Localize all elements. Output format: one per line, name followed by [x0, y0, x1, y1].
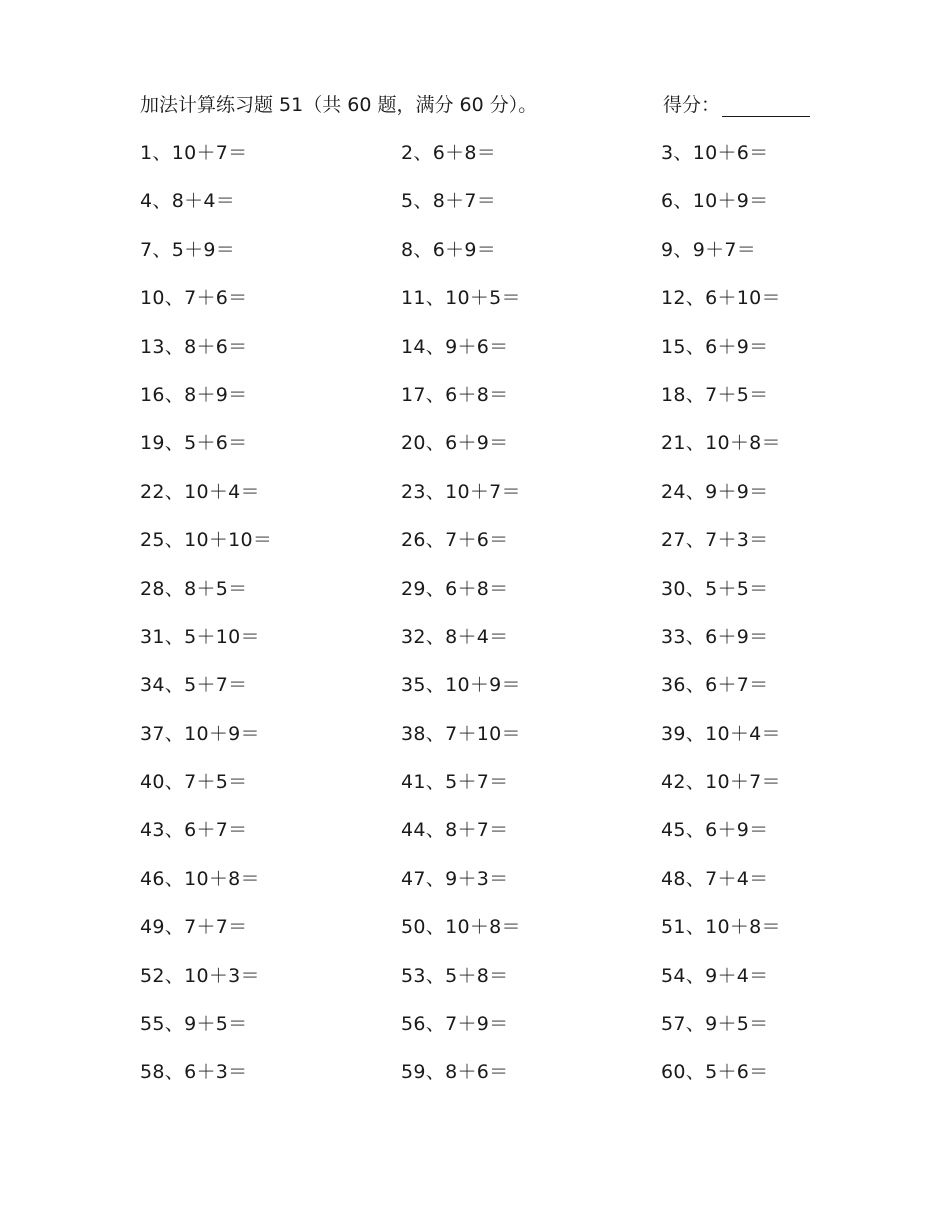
- problem-row: [140, 961, 830, 1009]
- problem-item: 47、9＋3＝: [401, 867, 509, 890]
- problem-row: [140, 1057, 830, 1105]
- problem-item: 13、8＋6＝: [140, 335, 248, 358]
- problem-item: 38、7＋10＝: [401, 722, 521, 745]
- problem-item: 50、10＋8＝: [401, 916, 521, 939]
- problem-row: [140, 477, 830, 525]
- problem-item: 29、6＋8＝: [401, 577, 509, 600]
- problem-item: 9、9＋7＝: [661, 238, 757, 261]
- problem-item: 48、7＋4＝: [661, 867, 769, 890]
- problem-item: 42、10＋7＝: [661, 771, 781, 794]
- problem-item: 36、6＋7＝: [661, 674, 769, 697]
- problem-item: 28、8＋5＝: [140, 577, 248, 600]
- problem-row: [140, 186, 830, 234]
- problem-item: 56、7＋9＝: [401, 1013, 509, 1036]
- problem-row: [140, 1009, 830, 1057]
- problem-row: [140, 428, 830, 476]
- problem-item: 55、9＋5＝: [140, 1013, 248, 1036]
- problem-item: 7、5＋9＝: [140, 238, 236, 261]
- problem-grid: [140, 138, 830, 1106]
- problem-item: 22、10＋4＝: [140, 480, 260, 503]
- problem-item: 14、9＋6＝: [401, 335, 509, 358]
- worksheet-title: 加法计算练习题 51（共 60 题，满分 60 分）。: [140, 94, 538, 116]
- problem-row: [140, 864, 830, 912]
- problem-item: 18、7＋5＝: [661, 383, 769, 406]
- problem-row: [140, 815, 830, 863]
- score-label: 得分：: [663, 94, 721, 116]
- problem-item: 59、8＋6＝: [401, 1061, 509, 1084]
- problem-item: 5、8＋7＝: [401, 190, 497, 213]
- problem-item: 60、5＋6＝: [661, 1061, 769, 1084]
- problem-item: 20、6＋9＝: [401, 432, 509, 455]
- problem-item: 1、10＋7＝: [140, 142, 248, 164]
- problem-item: 51、10＋8＝: [661, 916, 781, 939]
- problem-item: 45、6＋9＝: [661, 819, 769, 842]
- problem-row: [140, 670, 830, 718]
- problem-item: 52、10＋3＝: [140, 964, 260, 987]
- problem-row: [140, 332, 830, 380]
- problem-item: 57、9＋5＝: [661, 1013, 769, 1036]
- problem-item: 54、9＋4＝: [661, 964, 769, 987]
- problem-item: 4、8＋4＝: [140, 190, 236, 213]
- problem-item: 21、10＋8＝: [661, 432, 781, 455]
- problem-item: 31、5＋10＝: [140, 625, 260, 648]
- problem-item: 2、6＋8＝: [401, 142, 497, 164]
- worksheet-header: [140, 90, 830, 120]
- problem-item: 35、10＋9＝: [401, 674, 521, 697]
- problem-item: 44、8＋7＝: [401, 819, 509, 842]
- score-field: [663, 90, 810, 117]
- score-blank-line[interactable]: [722, 96, 810, 117]
- problem-row: [140, 138, 830, 186]
- problem-row: [140, 719, 830, 767]
- problem-item: 26、7＋6＝: [401, 529, 509, 552]
- problem-row: [140, 380, 830, 428]
- problem-row: [140, 235, 830, 283]
- problem-item: 43、6＋7＝: [140, 819, 248, 842]
- problem-item: 40、7＋5＝: [140, 771, 248, 794]
- problem-item: 3、10＋6＝: [661, 142, 769, 164]
- problem-row: [140, 283, 830, 331]
- problem-item: 32、8＋4＝: [401, 625, 509, 648]
- problem-item: 17、6＋8＝: [401, 383, 509, 406]
- problem-item: 58、6＋3＝: [140, 1061, 248, 1084]
- problem-item: 49、7＋7＝: [140, 916, 248, 939]
- problem-item: 27、7＋3＝: [661, 529, 769, 552]
- problem-item: 39、10＋4＝: [661, 722, 781, 745]
- problem-item: 46、10＋8＝: [140, 867, 260, 890]
- problem-item: 11、10＋5＝: [401, 287, 521, 310]
- problem-item: 8、6＋9＝: [401, 238, 497, 261]
- problem-item: 6、10＋9＝: [661, 190, 769, 213]
- problem-item: 33、6＋9＝: [661, 625, 769, 648]
- problem-row: [140, 767, 830, 815]
- problem-item: 37、10＋9＝: [140, 722, 260, 745]
- problem-item: 23、10＋7＝: [401, 480, 521, 503]
- problem-item: 34、5＋7＝: [140, 674, 248, 697]
- problem-row: [140, 912, 830, 960]
- problem-item: 53、5＋8＝: [401, 964, 509, 987]
- problem-row: [140, 622, 830, 670]
- problem-item: 10、7＋6＝: [140, 287, 248, 310]
- problem-item: 19、5＋6＝: [140, 432, 248, 455]
- problem-row: [140, 574, 830, 622]
- problem-item: 24、9＋9＝: [661, 480, 769, 503]
- problem-item: 12、6＋10＝: [661, 287, 781, 310]
- problem-row: [140, 525, 830, 573]
- problem-item: 25、10＋10＝: [140, 529, 273, 552]
- problem-item: 15、6＋9＝: [661, 335, 769, 358]
- problem-item: 30、5＋5＝: [661, 577, 769, 600]
- problem-item: 41、5＋7＝: [401, 771, 509, 794]
- problem-item: 16、8＋9＝: [140, 383, 248, 406]
